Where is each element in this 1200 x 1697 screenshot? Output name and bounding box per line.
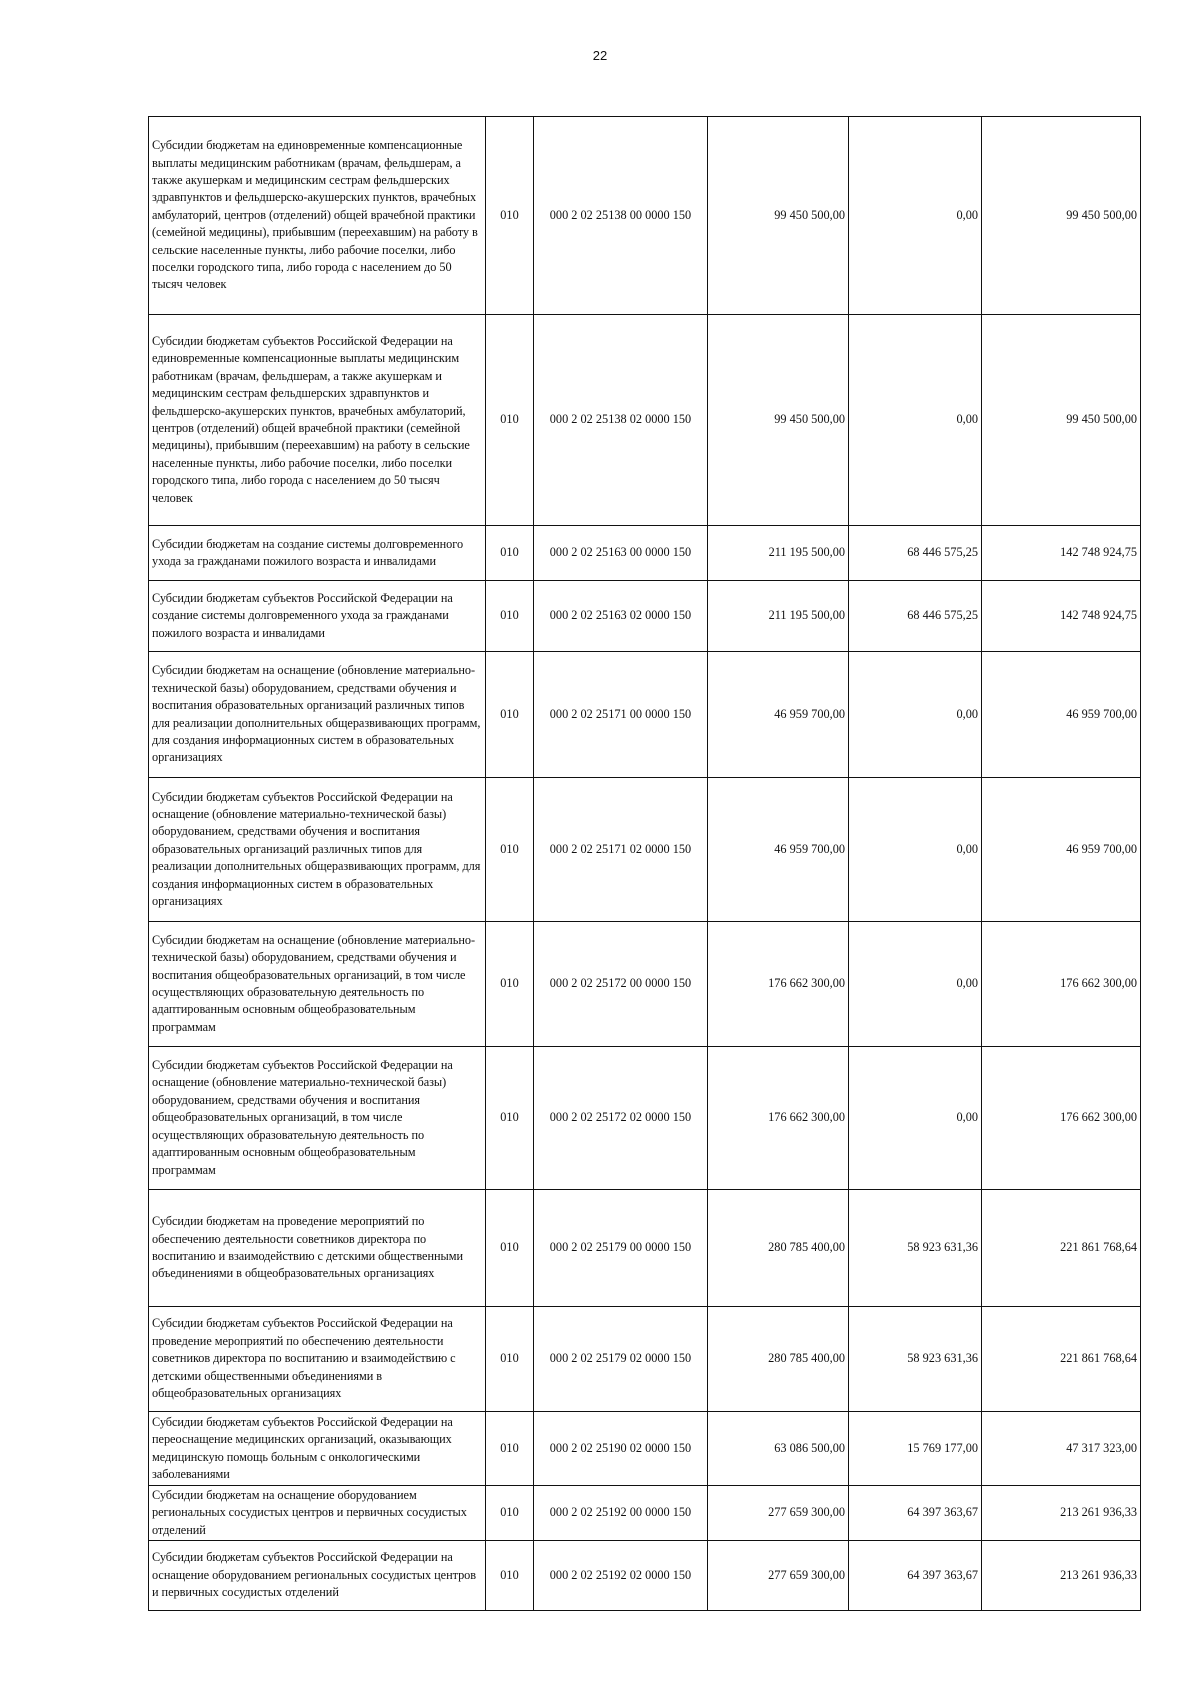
table-row (149, 922, 1141, 1047)
table-row (149, 1190, 1141, 1307)
admin-code-cell: 010 (486, 581, 534, 652)
row-name-cell: Субсидии бюджетам на проведение мероприятий по обеспечению деятельности советников директора по воспитанию и взаимодействию с детскими общественными объединениями в общеобразовательных организациях (149, 1190, 486, 1307)
executed-amount-cell: 58 923 631,36 (849, 1307, 982, 1412)
executed-amount-cell: 0,00 (849, 315, 982, 526)
admin-code-cell: 010 (486, 117, 534, 315)
budget-code-cell: 000 2 02 25179 02 0000 150 (534, 1307, 708, 1412)
row-name-cell: Субсидии бюджетам субъектов Российской Федерации на переоснащение медицинских организаций, оказывающих медицинскую помощь больным с онкологическими заболеваниями (149, 1412, 486, 1486)
unexecuted-amount-cell: 213 261 936,33 (982, 1486, 1141, 1541)
executed-amount-cell: 0,00 (849, 1047, 982, 1190)
approved-amount-cell: 176 662 300,00 (708, 922, 849, 1047)
budget-code-cell: 000 2 02 25192 02 0000 150 (534, 1541, 708, 1611)
table-row (149, 1047, 1141, 1190)
budget-revenue-table (148, 116, 1141, 1611)
table-row (149, 581, 1141, 652)
page-number: 22 (592, 48, 608, 63)
unexecuted-amount-cell: 176 662 300,00 (982, 1047, 1141, 1190)
row-name-cell: Субсидии бюджетам субъектов Российской Федерации на оснащение (обновление материально-технической базы) оборудованием, средствами обучения и воспитания образовательных организаций различных типов для реализации дополнительных общеразвивающих программ, для создания информационных систем в образовательных организациях (149, 778, 486, 922)
table-row (149, 778, 1141, 922)
approved-amount-cell: 99 450 500,00 (708, 117, 849, 315)
executed-amount-cell: 0,00 (849, 652, 982, 778)
budget-code-cell: 000 2 02 25171 00 0000 150 (534, 652, 708, 778)
unexecuted-amount-cell: 46 959 700,00 (982, 652, 1141, 778)
approved-amount-cell: 176 662 300,00 (708, 1047, 849, 1190)
approved-amount-cell: 99 450 500,00 (708, 315, 849, 526)
unexecuted-amount-cell: 46 959 700,00 (982, 778, 1141, 922)
admin-code-cell: 010 (486, 1486, 534, 1541)
budget-code-cell: 000 2 02 25171 02 0000 150 (534, 778, 708, 922)
executed-amount-cell: 64 397 363,67 (849, 1486, 982, 1541)
table-row (149, 117, 1141, 315)
approved-amount-cell: 277 659 300,00 (708, 1541, 849, 1611)
table-row (149, 315, 1141, 526)
approved-amount-cell: 280 785 400,00 (708, 1190, 849, 1307)
unexecuted-amount-cell: 176 662 300,00 (982, 922, 1141, 1047)
admin-code-cell: 010 (486, 315, 534, 526)
admin-code-cell: 010 (486, 922, 534, 1047)
unexecuted-amount-cell: 221 861 768,64 (982, 1190, 1141, 1307)
budget-code-cell: 000 2 02 25138 00 0000 150 (534, 117, 708, 315)
approved-amount-cell: 46 959 700,00 (708, 778, 849, 922)
budget-code-cell: 000 2 02 25172 02 0000 150 (534, 1047, 708, 1190)
table-row (149, 1412, 1141, 1486)
approved-amount-cell: 277 659 300,00 (708, 1486, 849, 1541)
table-row (149, 526, 1141, 581)
unexecuted-amount-cell: 142 748 924,75 (982, 581, 1141, 652)
row-name-cell: Субсидии бюджетам на единовременные компенсационные выплаты медицинским работникам (врачам, фельдшерам, а также акушеркам и медицинским сестрам фельдшерских здравпунктов и фельдшерско-акушерских пунктов, врачебных амбулаторий, центров (отделений) общей врачебной практики (семейной медицины), прибывшим (переехавшим) на работу в сельские населенные пункты, либо рабочие поселки, либо поселки городского типа, либо города с населением до 50 тысяч человек (149, 117, 486, 315)
row-name-cell: Субсидии бюджетам субъектов Российской Федерации на оснащение (обновление материально-технической базы) оборудованием, средствами обучения и воспитания общеобразовательных организаций, в том числе осуществляющих образовательную деятельность по адаптированным основным общеобразовательным программам (149, 1047, 486, 1190)
row-name-cell: Субсидии бюджетам субъектов Российской Федерации на оснащение оборудованием региональных сосудистых центров и первичных сосудистых отделений (149, 1541, 486, 1611)
admin-code-cell: 010 (486, 652, 534, 778)
budget-code-cell: 000 2 02 25172 00 0000 150 (534, 922, 708, 1047)
executed-amount-cell: 64 397 363,67 (849, 1541, 982, 1611)
unexecuted-amount-cell: 221 861 768,64 (982, 1307, 1141, 1412)
admin-code-cell: 010 (486, 1047, 534, 1190)
table-row (149, 1307, 1141, 1412)
approved-amount-cell: 211 195 500,00 (708, 526, 849, 581)
unexecuted-amount-cell: 142 748 924,75 (982, 526, 1141, 581)
executed-amount-cell: 68 446 575,25 (849, 526, 982, 581)
executed-amount-cell: 58 923 631,36 (849, 1190, 982, 1307)
admin-code-cell: 010 (486, 1412, 534, 1486)
table-row (149, 1486, 1141, 1541)
table-body (149, 117, 1141, 1611)
budget-code-cell: 000 2 02 25190 02 0000 150 (534, 1412, 708, 1486)
row-name-cell: Субсидии бюджетам на оснащение (обновление материально-технической базы) оборудованием, средствами обучения и воспитания общеобразовательных организаций, в том числе осуществляющих образовательную деятельность по адаптированным основным общеобразовательным программам (149, 922, 486, 1047)
row-name-cell: Субсидии бюджетам на оснащение оборудованием региональных сосудистых центров и первичных сосудистых отделений (149, 1486, 486, 1541)
admin-code-cell: 010 (486, 1541, 534, 1611)
admin-code-cell: 010 (486, 526, 534, 581)
unexecuted-amount-cell: 99 450 500,00 (982, 315, 1141, 526)
budget-code-cell: 000 2 02 25138 02 0000 150 (534, 315, 708, 526)
unexecuted-amount-cell: 213 261 936,33 (982, 1541, 1141, 1611)
admin-code-cell: 010 (486, 1307, 534, 1412)
executed-amount-cell: 15 769 177,00 (849, 1412, 982, 1486)
approved-amount-cell: 63 086 500,00 (708, 1412, 849, 1486)
budget-code-cell: 000 2 02 25163 00 0000 150 (534, 526, 708, 581)
table-row (149, 652, 1141, 778)
approved-amount-cell: 211 195 500,00 (708, 581, 849, 652)
row-name-cell: Субсидии бюджетам субъектов Российской Федерации на единовременные компенсационные выплаты медицинским работникам (врачам, фельдшерам, а также акушеркам и медицинским сестрам фельдшерских здравпунктов и фельдшерско-акушерских пунктов, врачебных амбулаторий, центров (отделений) общей врачебной практики (семейной медицины), прибывшим (переехавшим) на работу в сельские населенные пункты, либо рабочие поселки, либо поселки городского типа, либо города с населением до 50 тысяч человек (149, 315, 486, 526)
executed-amount-cell: 0,00 (849, 922, 982, 1047)
executed-amount-cell: 68 446 575,25 (849, 581, 982, 652)
executed-amount-cell: 0,00 (849, 778, 982, 922)
row-name-cell: Субсидии бюджетам субъектов Российской Федерации на создание системы долговременного ухода за гражданами пожилого возраста и инвалидами (149, 581, 486, 652)
budget-code-cell: 000 2 02 25163 02 0000 150 (534, 581, 708, 652)
admin-code-cell: 010 (486, 778, 534, 922)
unexecuted-amount-cell: 99 450 500,00 (982, 117, 1141, 315)
budget-code-cell: 000 2 02 25179 00 0000 150 (534, 1190, 708, 1307)
approved-amount-cell: 46 959 700,00 (708, 652, 849, 778)
admin-code-cell: 010 (486, 1190, 534, 1307)
budget-code-cell: 000 2 02 25192 00 0000 150 (534, 1486, 708, 1541)
table-row (149, 1541, 1141, 1611)
approved-amount-cell: 280 785 400,00 (708, 1307, 849, 1412)
row-name-cell: Субсидии бюджетам субъектов Российской Федерации на проведение мероприятий по обеспечению деятельности советников директора по воспитанию и взаимодействию с детскими общественными объединениями в общеобразовательных организациях (149, 1307, 486, 1412)
row-name-cell: Субсидии бюджетам на оснащение (обновление материально-технической базы) оборудованием, средствами обучения и воспитания образовательных организаций различных типов для реализации дополнительных общеразвивающих программ, для создания информационных систем в образовательных организациях (149, 652, 486, 778)
row-name-cell: Субсидии бюджетам на создание системы долговременного ухода за гражданами пожилого возраста и инвалидами (149, 526, 486, 581)
executed-amount-cell: 0,00 (849, 117, 982, 315)
unexecuted-amount-cell: 47 317 323,00 (982, 1412, 1141, 1486)
